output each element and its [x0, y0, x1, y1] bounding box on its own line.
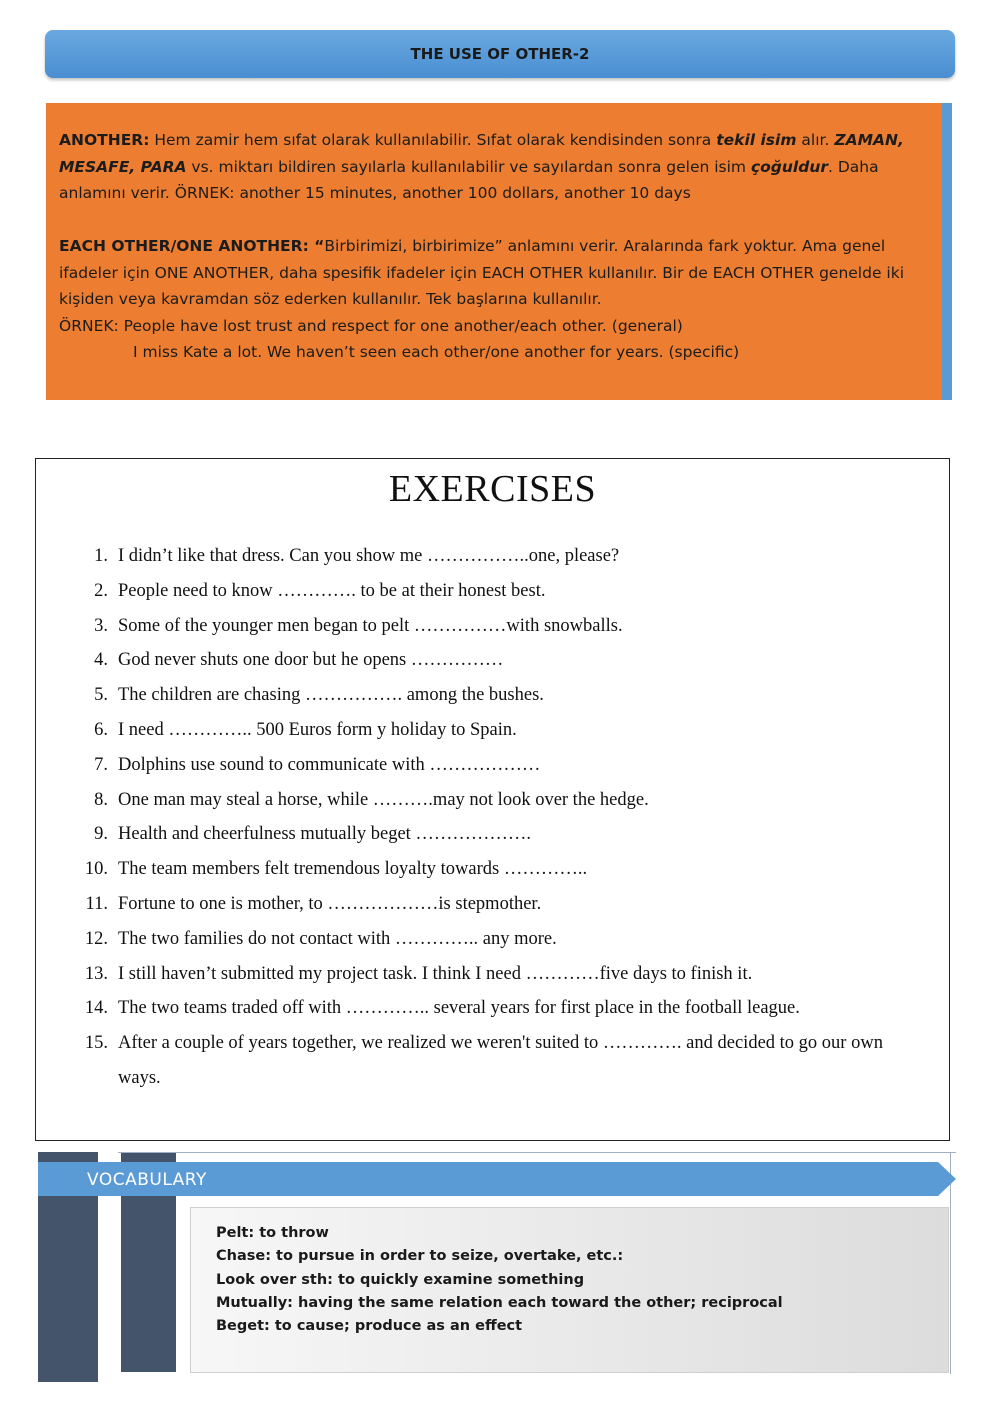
exercise-number: 9.: [94, 824, 108, 845]
banner-arrow-icon: [938, 1162, 956, 1196]
exercise-item: [76, 678, 919, 713]
exercise-number: 12.: [84, 928, 108, 949]
vocabulary-list: [216, 1222, 783, 1338]
exercise-number: 2.: [94, 580, 108, 601]
exercise-number: 5.: [94, 685, 108, 706]
exercise-number: 6.: [94, 719, 108, 740]
exercises-title: EXERCISES: [388, 468, 597, 510]
exercise-number: 4.: [94, 650, 108, 671]
exercise-text: The two families do not contact with ………….. any more.: [118, 928, 557, 949]
rule-example-specific: I miss Kate a lot. We haven’t seen each other/one another for years. (specific): [133, 343, 740, 361]
exercise-item: [76, 713, 919, 748]
exercise-text: I still haven’t submitted my project task. I think I need …………five days to finish it.: [118, 963, 753, 984]
exercise-item: [76, 817, 919, 852]
exercise-number: 7.: [94, 754, 108, 775]
exercise-text: Health and cheerfulness mutually beget ……………….: [118, 824, 532, 845]
exercise-text: I didn’t like that dress. Can you show me ……………..one, please?: [118, 546, 620, 566]
exercise-item: [76, 783, 919, 818]
exercise-text: The team members felt tremendous loyalty towards …………..: [118, 859, 588, 880]
exercise-item: [76, 574, 919, 609]
exercise-item: [76, 887, 919, 922]
exercises-box: [35, 458, 950, 1141]
vocabulary-item: Pelt: to throw: [216, 1225, 329, 1241]
exercise-text: One man may steal a horse, while ……….may not look over the hedge.: [118, 789, 649, 810]
exercise-text: I need ………….. 500 Euros form y holiday to Spain.: [118, 719, 517, 740]
exercise-text: Some of the younger men began to pelt ……………with snowballs.: [118, 615, 623, 636]
exercise-text: The children are chasing ……………. among the bushes.: [118, 685, 544, 706]
exercise-text: The two teams traded off with ………….. several years for first place in the football league.: [118, 998, 800, 1019]
rule-each-other: EACH OTHER/ONE ANOTHER: “Birbirimizi, birbirimize” anlamını verir. Aralarında fark yoktur. Ama genel ifadeler için ONE ANOTHER, daha spesifik ifadeler için EACH OTHER kullanılır. Bir de EACH OTHER genelde iki kişiden veya kavramdan söz ederken kullanılır. Tek başlarına kullanılır.: [59, 237, 905, 308]
rule-another: ANOTHER: Hem zamir hem sıfat olarak kullanılabilir. Sıfat olarak kendisinden sonra tekil isim alır. ZAMAN, MESAFE, PARA vs. miktarı bildiren sayılarla kullanılabilir ve sayılardan sonra gelen isim çoğuldur. Daha anlamını verir. ÖRNEK: another 15 minutes, another 100 dollars, another 10 days: [59, 131, 904, 202]
exercise-item: [76, 643, 919, 678]
exercise-item: [76, 539, 919, 574]
vocabulary-item: Mutually: having the same relation each toward the other; reciprocal: [216, 1294, 783, 1311]
exercise-number: 8.: [94, 789, 108, 810]
exercise-text: Dolphins use sound to communicate with ………………: [118, 754, 541, 775]
exercise-item: [76, 991, 919, 1026]
exercise-text: Fortune to one is mother, to ………………is stepmother.: [118, 893, 542, 914]
exercise-text: People need to know …………. to be at their honest best.: [118, 580, 546, 601]
vocabulary-item: Chase: to pursue in order to seize, overtake, etc.:: [216, 1248, 624, 1265]
vocabulary-item: Look over sth: to quickly examine something: [216, 1271, 585, 1288]
rule-example-general: ÖRNEK: People have lost trust and respect for one another/each other. (general): [59, 316, 683, 335]
exercise-number: 15.: [84, 1033, 108, 1054]
exercise-number: 10.: [84, 859, 108, 880]
exercise-number: 14.: [84, 998, 108, 1019]
exercise-item: [76, 922, 919, 957]
vocabulary-label: VOCABULARY: [87, 1170, 207, 1190]
exercise-item: [76, 957, 919, 992]
decor-line-top: [118, 1152, 956, 1153]
exercise-list: [76, 539, 919, 1096]
exercise-item: [76, 852, 919, 887]
exercise-item: [76, 609, 919, 644]
exercise-item: [76, 1026, 919, 1096]
exercise-text: God never shuts one door but he opens ……………: [118, 650, 504, 671]
page-title: THE USE OF OTHER-2: [410, 45, 590, 63]
exercise-number: 3.: [94, 615, 108, 636]
page-title-bar: [45, 30, 955, 78]
vocabulary-item: Beget: to cause; produce as an effect: [216, 1318, 523, 1335]
exercise-text: After a couple of years together, we realized we weren't suited to …………. and decided to go our own ways.: [118, 1033, 883, 1088]
grammar-rules-box: [46, 103, 952, 400]
vocabulary-box: [190, 1207, 949, 1373]
exercise-number: 11.: [85, 893, 108, 914]
exercise-number: 1.: [94, 546, 108, 566]
exercise-item: [76, 748, 919, 783]
vocabulary-section: [38, 1152, 956, 1387]
exercise-number: 13.: [84, 963, 108, 984]
